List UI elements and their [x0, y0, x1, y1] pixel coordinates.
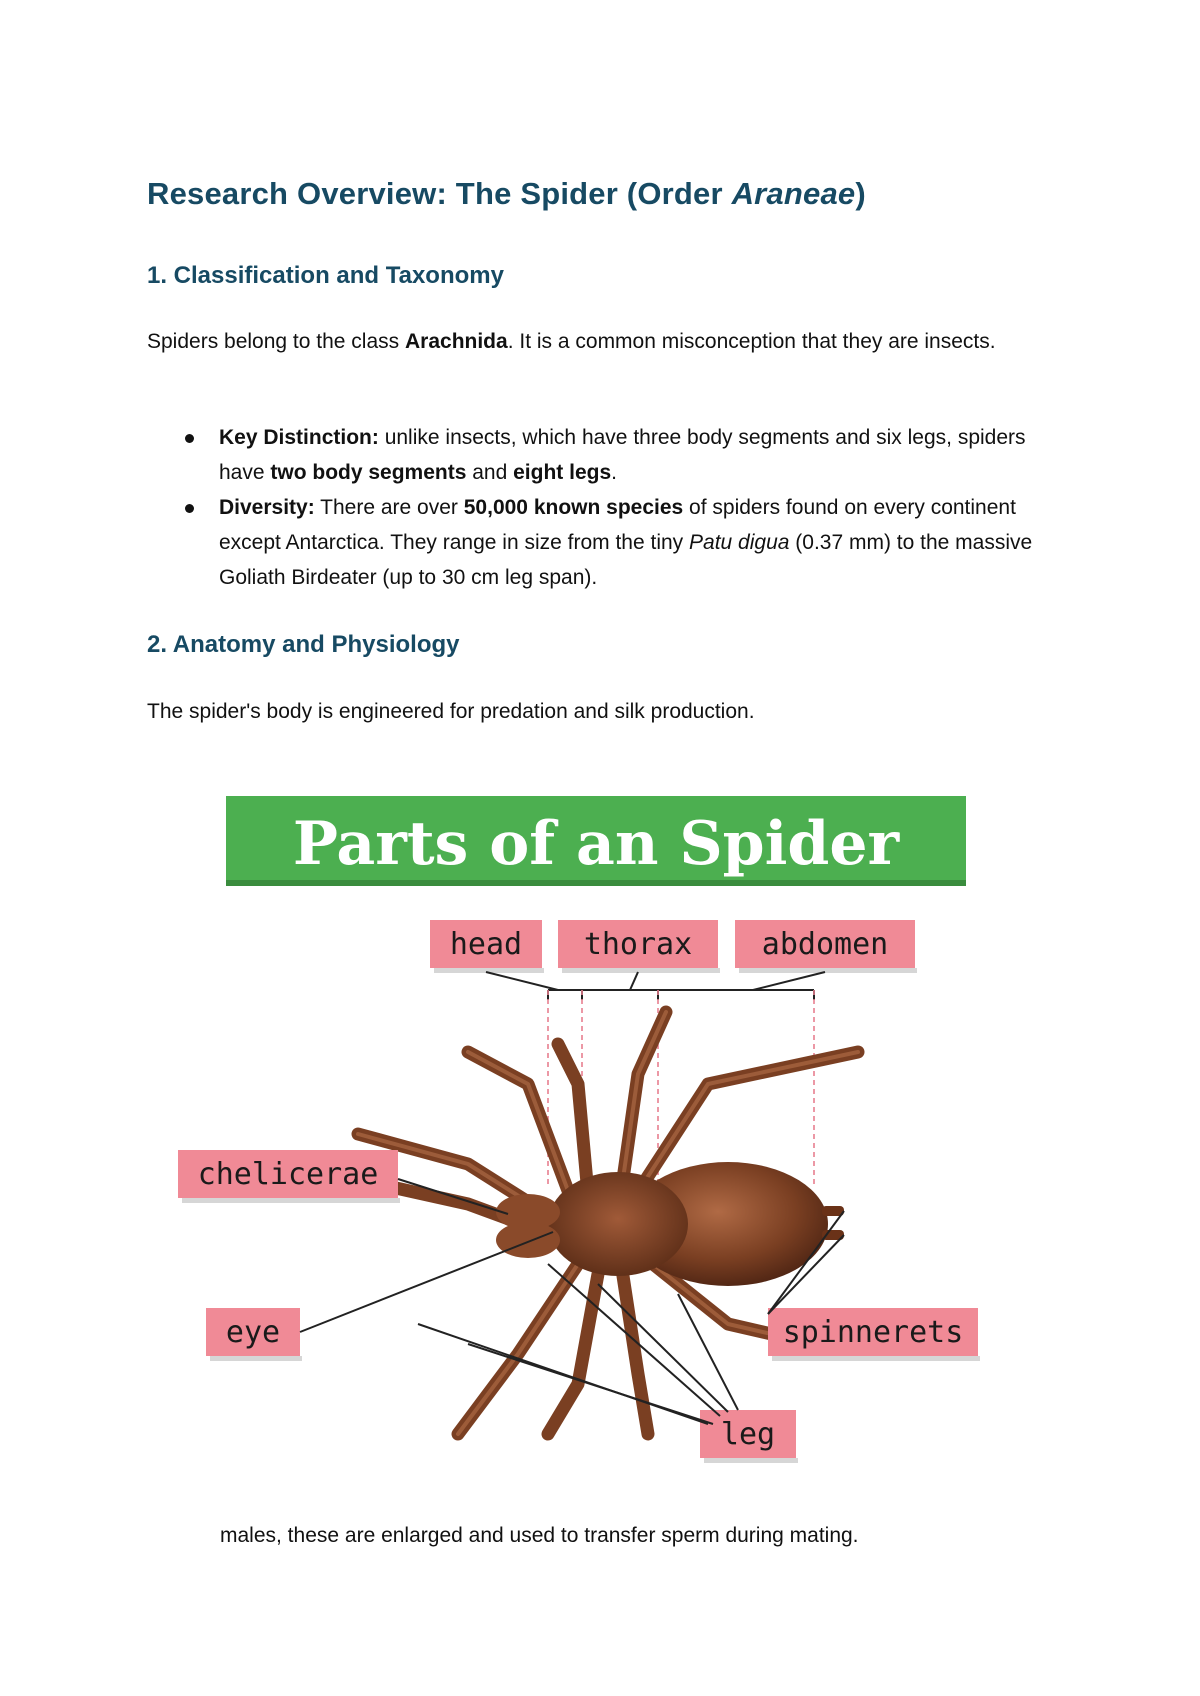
bracket-lines	[486, 972, 825, 1000]
bullet-diversity: Diversity: There are over 50,000 known species of spiders found on every continent except Antarctica. They range in size from the tiny Patu digua (0.37 mm) to the massive Goliath Birdeater (up to 30 cm leg span).	[147, 490, 1047, 595]
banner-shadow	[226, 880, 966, 886]
section-heading-classification: 1. Classification and Taxonomy	[147, 262, 504, 289]
cropped-line-remnant	[147, 1500, 1047, 1510]
bullet-dot-icon	[185, 434, 194, 443]
svg-text:leg: leg	[720, 1417, 776, 1452]
anatomy-paragraph: The spider's body is engineered for predation and silk production.	[147, 700, 755, 723]
spider-cephalothorax	[548, 1172, 688, 1276]
label-abdomen	[735, 920, 917, 973]
label-spinnerets	[768, 1308, 980, 1361]
bullet-key-distinction: Key Distinction: unlike insects, which have three body segments and six legs, spiders have two body segments and eight legs.	[147, 420, 1047, 490]
svg-text:chelicerae: chelicerae	[197, 1157, 379, 1192]
trailing-paragraph-fragment: males, these are enlarged and used to transfer sperm during mating.	[220, 1524, 859, 1547]
label-head	[430, 920, 544, 973]
label-thorax	[558, 920, 720, 973]
svg-text:head: head	[449, 927, 523, 962]
svg-text:abdomen: abdomen	[761, 927, 889, 962]
banner-title: Parts of an Spider	[292, 809, 900, 879]
spider-chelicera-lower	[496, 1222, 560, 1258]
classification-bullets	[147, 420, 1047, 595]
spider-diagram	[168, 784, 1018, 1504]
svg-text:thorax: thorax	[583, 927, 693, 962]
label-leg	[700, 1410, 798, 1463]
svg-text:eye: eye	[225, 1315, 281, 1350]
svg-text:spinnerets: spinnerets	[782, 1315, 964, 1350]
bullet-dot-icon	[185, 504, 194, 513]
page-title: Research Overview: The Spider (Order Araneae)	[147, 176, 866, 211]
label-eye	[206, 1308, 302, 1361]
classification-paragraph: Spiders belong to the class Arachnida. It is a common misconception that they are insects.	[147, 330, 996, 353]
section-heading-anatomy: 2. Anatomy and Physiology	[147, 631, 460, 658]
label-chelicerae	[178, 1150, 400, 1203]
